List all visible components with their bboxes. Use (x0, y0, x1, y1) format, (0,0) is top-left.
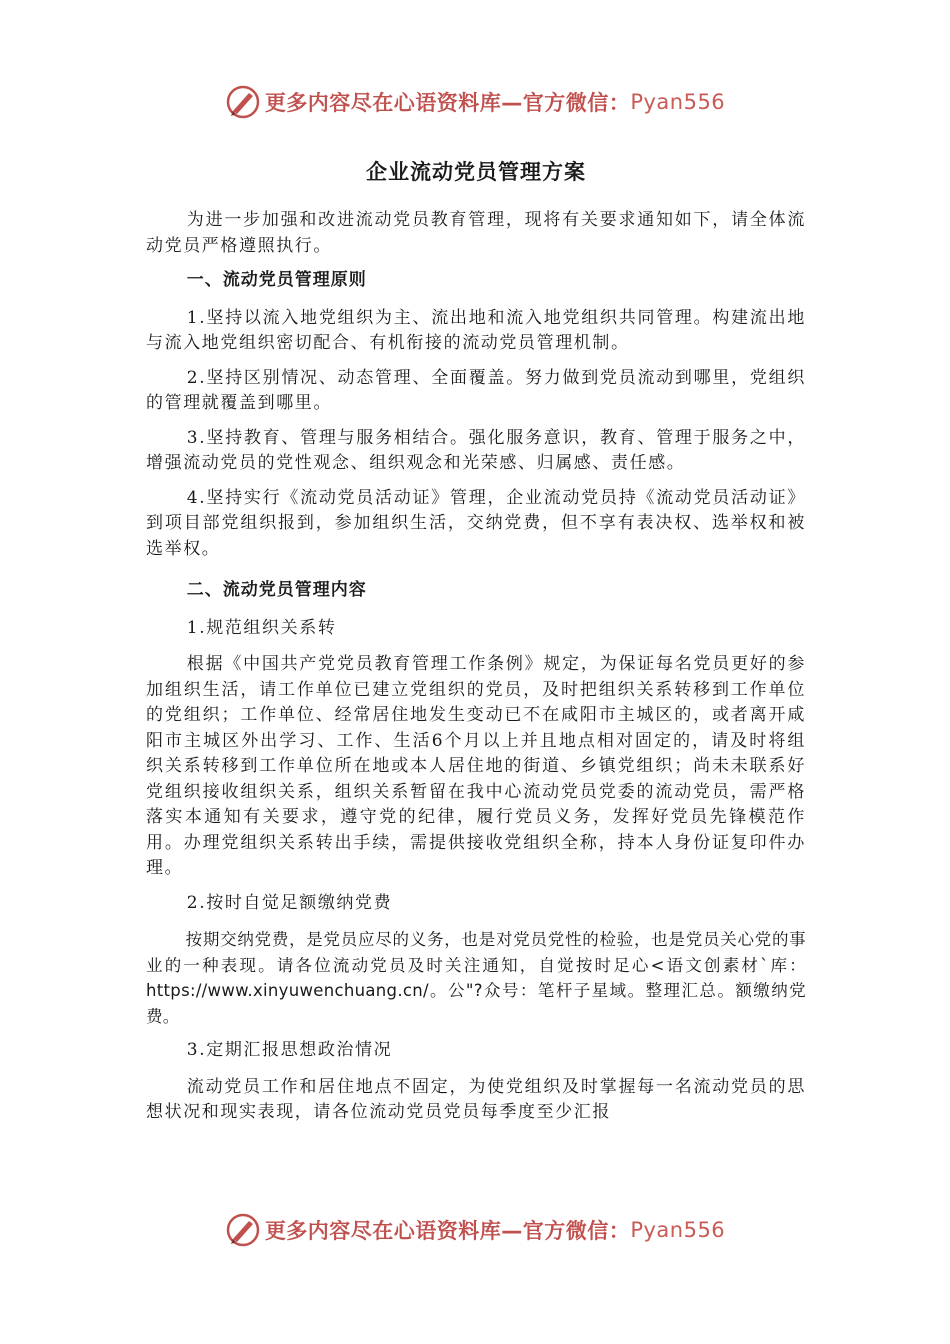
banner-text: 更多内容尽在心语资料库—官方微信： (264, 91, 631, 115)
subsection3-heading: 3.定期汇报思想政治情况 (186, 1040, 393, 1060)
footer-banner (0, 1210, 950, 1250)
subsection1-body: 根据《中国共产党党员教育管理工作条例》规定，为保证每名党员更好的参加组织生活，请工作单位已建立党组织的党员，及时把组织关系转移到工作单位的党组织；工作单位、经常居住地发生变动已不在咸阳市主城区的，或者离开咸阳市主城区外出学习、工作、生活6个月以上并且地点相对固定的，请及时将组织关系转移到工作单位所在地或本人居住地的街道、乡镇党组织；尚未未联系好党组织接收组织关系，组织关系暂留在我中心流动党员党委的流动党员，需严格落实本通知有关要求，遵守党的纪律，履行党员义务，发挥好党员先锋模范作用。办理党组织关系转出手续，需提供接收党组织全称，持本人身份证复印件办理。 (146, 654, 806, 878)
pen-logo-icon (225, 1212, 261, 1248)
document-body (146, 150, 806, 1135)
principle-item: 4.坚持实行《流动党员活动证》管理，企业流动党员持《流动党员活动证》到项目部党组织报到，参加组织生活，交纳党费，但不享有表决权、选举权和被选举权。 (146, 487, 806, 559)
banner-wechat-id: Pyan556 (630, 1218, 726, 1242)
section1-heading: 一、流动党员管理原则 (186, 270, 367, 290)
subsection3-body: 流动党员工作和居住地点不固定，为使党组织及时掌握每一名流动党员的思想状况和现实表现，请各位流动党员党员每季度至少汇报 (146, 1076, 806, 1122)
subsection2-heading: 2.按时自觉足额缴纳党费 (186, 892, 393, 913)
subsection2-body: 按期交纳党费，是党员应尽的义务，也是对党员党性的检验，也是党员关心党的事业的一种表现。请各位流动党员及时关注通知，自觉按时足心<语文创素材`库：https://www.xinyuwenchuang.cn/。公"?众号：笔杆子星域。整理汇总。额缴纳党费。 (146, 930, 806, 1026)
document-title: 企业流动党员管理方案 (366, 159, 586, 184)
principle-item: 3.坚持教育、管理与服务相结合。强化服务意识，教育、管理于服务之中，增强流动党员的党性观念、组织观念和光荣感、归属感、责任感。 (146, 427, 806, 473)
banner-wechat-id: Pyan556 (630, 90, 726, 114)
subsection1-heading: 1.规范组织关系转 (186, 617, 337, 638)
pen-logo-icon (225, 84, 261, 120)
section2-heading: 二、流动党员管理内容 (186, 580, 367, 600)
header-banner (0, 82, 950, 122)
intro-paragraph: 为进一步加强和改进流动党员教育管理，现将有关要求通知如下，请全体流动党员严格遵照执行。 (146, 210, 806, 256)
banner-text: 更多内容尽在心语资料库—官方微信： (264, 1219, 631, 1243)
principle-item: 1.坚持以流入地党组织为主、流出地和流入地党组织共同管理。构建流出地与流入地党组织密切配合、有机衔接的流动党员管理机制。 (146, 307, 806, 353)
principle-item: 2.坚持区别情况、动态管理、全面覆盖。努力做到党员流动到哪里，党组织的管理就覆盖到哪里。 (146, 367, 806, 413)
